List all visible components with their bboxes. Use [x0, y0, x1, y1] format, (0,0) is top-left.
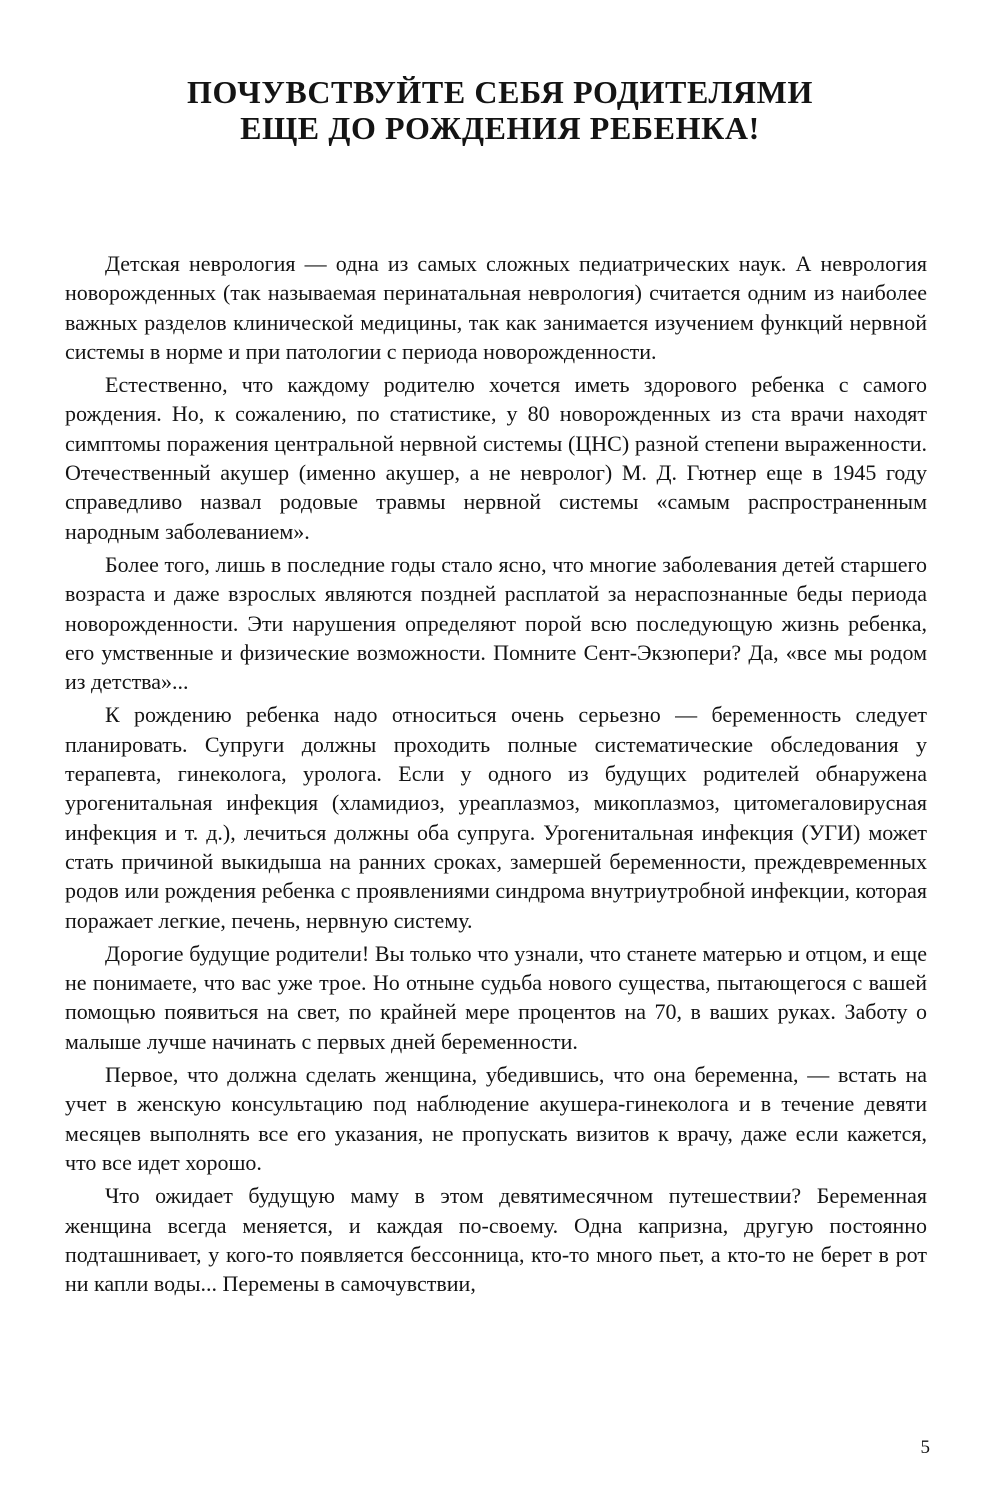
paragraph-1: Детская неврология — одна из самых сложных педиатрических наук. А неврология новорожденных (так называемая перинатальная неврология) считается одним из наиболее важных разделов клинической медицины, так как занимается изучением функций нервной системы в норме и при патологии с периода новорожденности.	[65, 251, 927, 364]
paragraph-4: К рождению ребенка надо относиться очень серьезно — беременность следует планировать. Супруги должны проходить полные систематические обследования у терапевта, гинеколога, уролога. Если у одного из будущих родителей обнаружена урогенитальная инфекция (хламидиоз, уреаплазмоз, микоплазмоз, цитомегаловирусная инфекция и т. д.), лечиться должны оба супруга. Урогенитальная инфекция (УГИ) может стать причиной выкидыша на ранних сроках, замершей беременности, преждевременных родов или рождения ребенка с проявлениями синдрома внутриутробной инфекции, которая поражает легкие, печень, нервную систему.	[65, 702, 927, 933]
body-text	[65, 249, 927, 1302]
paragraph-7: Что ожидает будущую маму в этом девятимесячном путешествии? Беременная женщина всегда меняется, и каждая по-своему. Одна капризна, другую постоянно подташнивает, у кого-то появляется бессонница, кто-то много пьет, а кто-то не берет в рот ни капли воды... Перемены в самочувствии,	[65, 1183, 927, 1297]
page-number: 5	[920, 1437, 930, 1458]
paragraph-2: Естественно, что каждому родителю хочется иметь здорового ребенка с самого рождения. Но, к сожалению, по статистике, у 80 новорожденных из ста врачи находят симптомы поражения центральной нервной системы (ЦНС) разной степени выраженности. Отечественный акушер (именно акушер, а не невролог) М. Д. Гютнер еще в 1945 году справедливо назвал родовые травмы нервной системы «самым распространенным народным заболеванием».	[65, 372, 927, 544]
chapter-title-line-2: ЕЩЕ ДО РОЖДЕНИЯ РЕБЕНКА!	[240, 110, 760, 146]
paragraph-5: Дорогие будущие родители! Вы только что узнали, что станете матерью и отцом, и еще не понимаете, что вас уже трое. Но отныне судьба нового существа, пытающегося с вашей помощью появиться на свет, по крайней мере процентов на 70, в ваших руках. Заботу о малыше лучше начинать с первых дней беременности.	[65, 940, 927, 1054]
chapter-title	[60, 74, 940, 146]
chapter-title-line-1: ПОЧУВСТВУЙТЕ СЕБЯ РОДИТЕЛЯМИ	[187, 74, 813, 110]
paragraph-6: Первое, что должна сделать женщина, убедившись, что она беременна, — встать на учет в женскую консультацию под наблюдение акушера-гинеколога и в течение девяти месяцев выполнять все его указания, не пропускать визитов к врачу, даже если кажется, что все идет хорошо.	[65, 1062, 927, 1175]
paragraph-3: Более того, лишь в последние годы стало ясно, что многие заболевания детей старшего возраста и даже взрослых являются поздней расплатой за нераспознанные беды периода новорожденности. Эти нарушения определяют порой всю последующую жизнь ребенка, его умственные и физические возможности. Помните Сент-Экзюпери? Да, «все мы родом из детства»...	[65, 551, 927, 695]
